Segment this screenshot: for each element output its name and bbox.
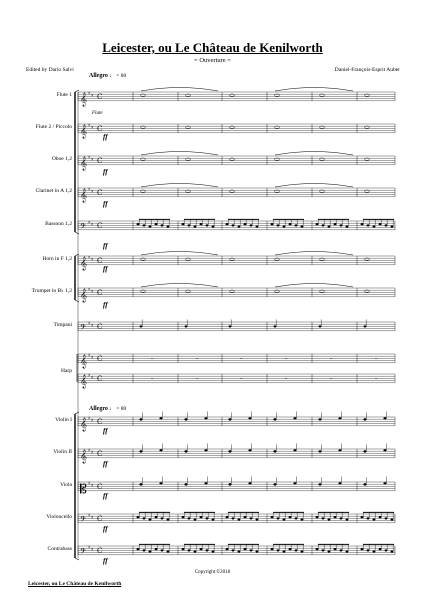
notehead — [322, 518, 325, 520]
dynamic-marking: ff — [103, 301, 108, 309]
notehead — [155, 548, 158, 550]
notehead — [295, 550, 298, 552]
notehead — [206, 518, 209, 520]
score-subtitle: = Ouverture = — [194, 57, 231, 64]
notehead — [319, 483, 322, 485]
notehead — [274, 483, 277, 485]
instrument-label: Oboe 1,2 — [51, 156, 72, 162]
notehead — [206, 225, 209, 227]
woodwind-bracket-hook — [75, 90, 79, 92]
notehead — [384, 449, 387, 451]
notehead — [155, 516, 158, 518]
notehead — [364, 450, 367, 452]
notehead — [149, 226, 152, 228]
common-time-icon: C — [97, 189, 103, 197]
notehead — [229, 418, 232, 420]
sharp-icon: ♯ — [91, 375, 94, 381]
notehead — [143, 225, 146, 227]
sharp-icon: ♯ — [91, 289, 94, 295]
notehead — [137, 223, 140, 225]
slur — [275, 152, 353, 156]
notehead — [373, 226, 376, 228]
notehead — [322, 225, 325, 227]
notehead — [328, 519, 331, 521]
notehead — [185, 418, 188, 420]
sharp-icon: ♯ — [91, 222, 94, 228]
notehead — [256, 551, 259, 553]
dynamic-marking: ff — [103, 242, 108, 250]
sharp-icon: ♯ — [88, 123, 91, 129]
sharp-icon: ♯ — [91, 547, 94, 553]
notehead — [339, 417, 342, 419]
notehead — [249, 417, 252, 419]
dynamic-marking: ff — [103, 200, 108, 208]
instrument-label: Flute 1 — [56, 92, 72, 98]
slur — [275, 284, 353, 288]
treble-clef-icon: 𝄞 — [80, 353, 88, 368]
notehead — [319, 326, 322, 328]
common-time-icon: C — [97, 289, 103, 297]
rest-icon: 𝄼 — [240, 375, 243, 383]
notehead — [295, 518, 298, 520]
instrument-label: Clarinet in A 1,2 — [35, 188, 72, 194]
notehead — [301, 226, 304, 228]
dynamic-marking: ff — [103, 525, 108, 533]
notehead — [149, 519, 152, 521]
slur — [275, 88, 353, 92]
sharp-icon: ♯ — [88, 513, 91, 519]
sharp-icon: ♯ — [91, 450, 94, 456]
notehead — [167, 551, 170, 553]
treble-clef-icon: 𝄞 — [80, 255, 88, 270]
dynamic-marking: ff — [103, 492, 108, 500]
treble-clef-icon: 𝄞 — [80, 448, 88, 463]
notehead — [289, 516, 292, 518]
alto-clef-icon: 𝄡 — [80, 481, 87, 496]
notehead — [205, 449, 208, 451]
notehead — [301, 551, 304, 553]
brass-bracket-hook — [75, 300, 79, 302]
notehead — [367, 225, 370, 227]
treble-clef-icon: 𝄞 — [80, 187, 88, 202]
notehead — [361, 548, 364, 550]
notehead — [194, 519, 197, 521]
notehead — [367, 518, 370, 520]
brass-bracket-hook — [75, 254, 79, 256]
dynamic-marking: ff — [103, 460, 108, 468]
notehead — [384, 482, 387, 484]
sharp-icon: ♯ — [88, 373, 91, 379]
notehead — [161, 518, 164, 520]
metronome-mark: ♩ = 80 — [109, 406, 127, 412]
common-time-icon: C — [97, 483, 103, 491]
notehead — [244, 548, 247, 550]
sharp-icon: ♯ — [91, 189, 94, 195]
notehead — [385, 550, 388, 552]
notehead — [140, 450, 143, 452]
slur — [141, 88, 218, 92]
notehead — [373, 519, 376, 521]
notehead — [289, 223, 292, 225]
notehead — [212, 519, 215, 521]
notehead — [385, 225, 388, 227]
notehead — [155, 223, 158, 225]
rest-icon: 𝄼 — [375, 375, 378, 383]
notehead — [274, 326, 277, 328]
instrument-label: Trumpet in B♭ 1,2 — [31, 288, 72, 294]
strings-bracket-hook — [75, 412, 79, 414]
notehead — [200, 223, 203, 225]
instrument-label: Horn in F 1,2 — [42, 256, 72, 262]
bass-clef-icon: 𝄢 — [80, 515, 86, 526]
common-time-icon: C — [97, 418, 103, 426]
notehead — [182, 223, 185, 225]
notehead — [283, 519, 286, 521]
notehead — [185, 483, 188, 485]
sharp-icon: ♯ — [88, 545, 91, 551]
instrument-label: Harp — [61, 368, 72, 374]
notehead — [340, 518, 343, 520]
notehead — [316, 548, 319, 550]
sharp-icon: ♯ — [88, 220, 91, 226]
notehead — [250, 550, 253, 552]
sharp-icon: ♯ — [88, 155, 91, 161]
rest-icon: 𝄼 — [151, 355, 154, 363]
notehead — [283, 551, 286, 553]
notehead — [334, 223, 337, 225]
notehead — [137, 516, 140, 518]
notehead — [274, 418, 277, 420]
notehead — [295, 225, 298, 227]
common-time-icon: C — [97, 355, 103, 363]
notehead — [140, 418, 143, 420]
notehead — [256, 519, 259, 521]
notehead — [346, 551, 349, 553]
notehead — [391, 519, 394, 521]
sharp-icon: ♯ — [91, 125, 94, 131]
notehead — [182, 548, 185, 550]
notehead — [185, 326, 188, 328]
common-time-icon: C — [97, 450, 103, 458]
notehead — [294, 482, 297, 484]
treble-clef-icon: 𝄞 — [80, 91, 88, 106]
treble-clef-icon: 𝄞 — [80, 373, 88, 388]
score-title: Leicester, ou Le Château de Kenilworth — [102, 40, 323, 55]
notehead — [160, 417, 163, 419]
notehead — [229, 326, 232, 328]
notehead — [391, 226, 394, 228]
notehead — [367, 550, 370, 552]
notehead — [188, 518, 191, 520]
slur — [275, 184, 353, 188]
tempo-word: Allegro — [89, 406, 108, 412]
notehead — [226, 516, 229, 518]
notehead — [143, 550, 146, 552]
instrument-label: Flute 2 / Piccolo — [35, 124, 72, 130]
slur — [141, 152, 218, 156]
common-time-icon: C — [97, 375, 103, 383]
common-time-icon: C — [97, 547, 103, 555]
footer-title: Leicester, ou Le Château de Kenilworth — [28, 581, 122, 587]
treble-clef-icon: 𝄞 — [80, 416, 88, 431]
notehead — [340, 550, 343, 552]
notehead — [322, 550, 325, 552]
notehead — [373, 551, 376, 553]
metronome-mark: ♩ = 80 — [109, 73, 127, 79]
sharp-icon: ♯ — [91, 157, 94, 163]
instrument-label: Violoncello — [46, 514, 72, 520]
notehead — [226, 548, 229, 550]
notehead — [328, 226, 331, 228]
notehead — [167, 226, 170, 228]
notehead — [160, 482, 163, 484]
sharp-icon: ♯ — [88, 416, 91, 422]
sharp-icon: ♯ — [88, 287, 91, 293]
treble-clef-icon: 𝄞 — [80, 287, 88, 302]
composer-credit: Daniel-François-Esprit Auber — [334, 67, 400, 73]
sharp-icon: ♯ — [91, 483, 94, 489]
flute-cue-label: Flute — [92, 111, 103, 116]
rest-icon: 𝄼 — [285, 355, 288, 363]
instrument-label: Contrabass — [47, 546, 72, 552]
notehead — [212, 226, 215, 228]
notehead — [316, 516, 319, 518]
notehead — [194, 226, 197, 228]
rest-icon: 𝄼 — [330, 375, 333, 383]
sharp-icon: ♯ — [91, 257, 94, 263]
notehead — [185, 450, 188, 452]
instrument-label: Viola — [60, 482, 72, 488]
common-time-icon: C — [97, 257, 103, 265]
notehead — [167, 519, 170, 521]
notehead — [364, 418, 367, 420]
notehead — [274, 450, 277, 452]
sharp-icon: ♯ — [91, 93, 94, 99]
notehead — [271, 548, 274, 550]
common-time-icon: C — [97, 93, 103, 101]
notehead — [361, 223, 364, 225]
notehead — [339, 482, 342, 484]
copyright-notice: Copyright ©2018 — [194, 570, 231, 575]
common-time-icon: C — [97, 222, 103, 230]
common-time-icon: C — [97, 157, 103, 165]
notehead — [271, 223, 274, 225]
notehead — [391, 551, 394, 553]
notehead — [256, 226, 259, 228]
notehead — [361, 516, 364, 518]
notehead — [283, 226, 286, 228]
instrument-label: Violin II — [53, 449, 72, 455]
notehead — [182, 516, 185, 518]
notehead — [334, 548, 337, 550]
notehead — [250, 518, 253, 520]
notehead — [379, 548, 382, 550]
instrument-label: Timpani — [53, 322, 72, 328]
dynamic-marking: ff — [103, 133, 108, 141]
rest-icon: 𝄼 — [196, 375, 199, 383]
notehead — [188, 550, 191, 552]
woodwind-bracket-hook — [75, 232, 79, 234]
notehead — [226, 223, 229, 225]
sharp-icon: ♯ — [88, 481, 91, 487]
instrument-label: Bassoon 1,2 — [45, 221, 72, 227]
notehead — [200, 516, 203, 518]
notehead — [277, 518, 280, 520]
notehead — [294, 449, 297, 451]
notehead — [319, 418, 322, 420]
rest-icon: 𝄼 — [285, 375, 288, 383]
common-time-icon: C — [97, 125, 103, 133]
notehead — [232, 550, 235, 552]
notehead — [346, 226, 349, 228]
notehead — [205, 482, 208, 484]
tempo-word: Allegro — [89, 73, 108, 79]
notehead — [319, 450, 322, 452]
notehead — [212, 551, 215, 553]
notehead — [205, 417, 208, 419]
notehead — [277, 550, 280, 552]
notehead — [316, 223, 319, 225]
slur — [141, 252, 218, 256]
notehead — [238, 226, 241, 228]
notehead — [364, 326, 367, 328]
notehead — [229, 450, 232, 452]
notehead — [229, 483, 232, 485]
notehead — [244, 516, 247, 518]
notehead — [385, 518, 388, 520]
notehead — [249, 482, 252, 484]
sharp-icon: ♯ — [91, 515, 94, 521]
notehead — [200, 548, 203, 550]
notehead — [188, 225, 191, 227]
rest-icon: 𝄼 — [240, 355, 243, 363]
notehead — [143, 518, 146, 520]
notehead — [206, 550, 209, 552]
sharp-icon: ♯ — [88, 255, 91, 261]
notehead — [379, 516, 382, 518]
notehead — [346, 519, 349, 521]
dynamic-marking: ff — [103, 265, 108, 273]
common-time-icon: C — [97, 323, 103, 331]
treble-clef-icon: 𝄞 — [80, 123, 88, 138]
notehead — [250, 225, 253, 227]
notehead — [249, 449, 252, 451]
slur — [275, 252, 353, 256]
strings-bracket-hook — [75, 558, 79, 560]
notehead — [140, 483, 143, 485]
sharp-icon: ♯ — [91, 418, 94, 424]
notehead — [161, 550, 164, 552]
notehead — [328, 551, 331, 553]
editor-credit: Edited by Dario Salvi — [26, 67, 74, 73]
slur — [141, 284, 218, 288]
sharp-icon: ♯ — [88, 187, 91, 193]
slur — [141, 184, 218, 188]
notehead — [238, 551, 241, 553]
notehead — [294, 417, 297, 419]
notehead — [140, 326, 143, 328]
common-time-icon: C — [97, 515, 103, 523]
notehead — [271, 516, 274, 518]
instrument-label: Violin I — [55, 417, 72, 423]
sharp-icon: ♯ — [88, 91, 91, 97]
notehead — [149, 551, 152, 553]
notehead — [339, 449, 342, 451]
rest-icon: 𝄼 — [330, 355, 333, 363]
notehead — [340, 225, 343, 227]
notehead — [277, 225, 280, 227]
sharp-icon: ♯ — [88, 448, 91, 454]
sharp-icon: ♯ — [88, 321, 91, 327]
dynamic-marking: ff — [103, 557, 108, 565]
notehead — [334, 516, 337, 518]
notehead — [289, 548, 292, 550]
sharp-icon: ♯ — [88, 353, 91, 359]
notehead — [244, 223, 247, 225]
bass-clef-icon: 𝄢 — [80, 547, 86, 558]
notehead — [232, 225, 235, 227]
sharp-icon: ♯ — [91, 355, 94, 361]
treble-clef-icon: 𝄞 — [80, 155, 88, 170]
notehead — [379, 223, 382, 225]
notehead — [301, 519, 304, 521]
notehead — [137, 548, 140, 550]
bass-clef-icon: 𝄢 — [80, 222, 86, 233]
bass-clef-icon: 𝄢 — [80, 323, 86, 334]
notehead — [384, 417, 387, 419]
dynamic-marking: ff — [103, 168, 108, 176]
notehead — [364, 483, 367, 485]
notehead — [160, 449, 163, 451]
sharp-icon: ♯ — [91, 323, 94, 329]
notehead — [161, 225, 164, 227]
rest-icon: 𝄼 — [196, 355, 199, 363]
dynamic-marking: ff — [103, 427, 108, 435]
rest-icon: 𝄼 — [151, 375, 154, 383]
notehead — [238, 519, 241, 521]
notehead — [232, 518, 235, 520]
rest-icon: 𝄼 — [375, 355, 378, 363]
notehead — [194, 551, 197, 553]
